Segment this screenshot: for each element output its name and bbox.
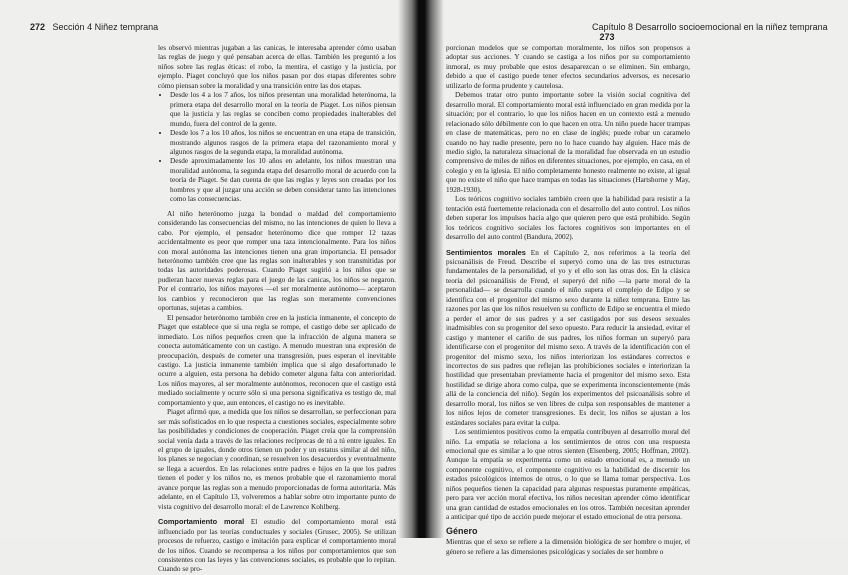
- right-text-column: [446, 44, 690, 557]
- right-paragraph-gender: Mientras que el sexo se refiere a la dimensión biológica de ser hombre o mujer, el género se refiere a las dimensiones psicológicas y sociales de ser hombre o: [446, 538, 690, 556]
- section-heading-gender: Género: [446, 525, 478, 536]
- right-paragraph-3: Los teóricos cognitivo sociales también creen que la habilidad para resistir a la tentación está fuertemente relacionada con el desarrollo del auto control. Los niños deben superar los impulsos hacia algo que quieren pero que está prohibido. Según los teóricos cognitivo sociales los factores cognitivos son importantes en el desarrollo del auto control (Bandura, 2002).: [446, 195, 690, 242]
- run-in-heading-moral-behavior: Comportamiento moral: [158, 517, 245, 527]
- left-page: [0, 0, 420, 574]
- left-running-head: [30, 22, 158, 32]
- left-paragraph-intro: les observó mientras jugaban a las canicas, le interesaba aprender cómo usaban las reglas de juego y qué pensaban acerca de ellas. También les preguntó a los niños sobre las reglas éticas: el robo, la mentira, el castigo y la justicia, por ejemplo. Piaget concluyó que los niños pasan por dos etapas diferentes sobre cómo piensan sobre la moralidad y una transición entre las dos etapas.: [158, 44, 396, 90]
- right-running-head: [592, 22, 848, 42]
- right-page: [420, 0, 848, 556]
- list-item: • Desde los 4 a los 7 años, los niños presentan una moralidad heterónoma, la primera etapa del desarrollo moral en la teoría de Piaget. Los niños piensan que la justicia y las reglas se conciben como propiedades inalterables del mundo, fuera del control de la gente.: [170, 91, 396, 129]
- moral-stages-list: [158, 91, 396, 204]
- left-text-column: [158, 44, 396, 575]
- left-paragraph-3: El pensador heterónomo también cree en la justicia inmanente, el concepto de Piaget que establece que si una regla se rompe, el castigo debe ser aplicado de inmediato. Los niños pequeños creen que la infracción de alguna manera se conecta automáticamente con un castigo. A menudo muestran una expresión de preocupación, después de cometer una transgresión, pues esperan el inevitable castigo. La justicia inmanente también implica que si algo desafortunado le ocurre a alguien, esta persona ha debido cometer alguna falta con anterioridad. Los niños mayores, al ser moralmente autónomos, reconocen que el castigo está mediado socialmente y ocurre sólo si una persona significativa es testigo de, mal comportamiento y que, aun entonces, el castigo no es inevitable.: [158, 313, 396, 407]
- right-paragraph-1: porcionan modelos que se comportan moralmente, los niños son propensos a adoptar sus acciones. Y cuando se castiga a los niños por su comportamiento inmoral, es muy probable que estos desaparezcan o se eliminen. Sin embargo, debido a que el castigo puede tener efectos secundarios adversos, es necesario utilizarlo de forma prudente y cautelosa.: [446, 44, 690, 90]
- list-item: • Desde los 7 a los 10 años, los niños se encuentran en una etapa de transición, mostrando algunos rasgos de la primera etapa del razonamiento moral y algunos rasgos de la segunda etapa, la moralidad autónoma.: [170, 129, 396, 157]
- right-chapter-title: Capítulo 8 Desarrollo socioemocional en la niñez temprana: [592, 22, 828, 32]
- right-paragraph-moral-feelings-text: En el Capítulo 2, nos referimos a la teoría del psicoanálisis de Freud. Describe el superyó como una de las tres estructuras fundamentales de la personalidad, el yo y el ello son las otras dos. En la clásica teoría del psicoanálisis de Freud, el superyó del niño —la parte moral de la personalidad— se desarrolla cuando el niño supera el complejo de Edipo y se identifica con el progenitor del mismo sexo durante la niñez temprana. Entre las razones por las que los niños resuelven su conflicto de Edipo se encuentra el miedo a perder el amor de sus padres y a ser castigados por sus deseos sexuales inadmisibles con su progenitor del sexo opuesto. Para reducir la ansiedad, evitar el castigo y mantener el cariño de sus padres, los niños forman un superyó para identificarse con el progenitor del mismo sexo. A través de la identificación con el progenitor del mismo sexo, los niños interiorizan los estándares correctos e incorrectos de sus padres que reflejan las prohibiciones sociales e interiorizan la hostilidad que presentaban previamente hacia el progenitor del mismo sexo. Esta hostilidad se dirige ahora como culpa, que se experimenta inconscientemente (más allá de la conciencia del niño). Según los experimentos del psicoanálisis sobre el desarrollo moral, los niños se ven libres de culpa son responsables de mantener a los niños lejos de cometer transgresiones. Es decir, los niños se ajustan a los estándares sociales para evitar la culpa.: [446, 248, 691, 427]
- right-paragraph-4: Los sentimientos positivos como la empatía contribuyen al desarrollo moral del niño. La empatía se relaciona a los sentimientos de otros con una respuesta emocional que es similar a lo que otros sienten (Eisenberg, 2005; Hoffman, 2002). Aunque la empatía se experimenta como un estado emocional es, a menudo un componente cognitivo, el componente cognitivo es la habilidad de discernir los estados psicológicos internos de otros, o lo que se llama tomar perspectiva. Los niños pequeños tienen la capacidad para algunas respuestas puramente empáticas, pero para ver acción moral efectiva, los niños necesitan aprender cómo identificar una gran cantidad de estados emocionales en los otros. También necesitan aprender a anticipar qué tipo de acción puede mejorar el estado emocional de otra persona.: [446, 428, 690, 522]
- left-paragraph-5-text: El estudio del comportamiento moral está influenciado por las teorías conductuales y sociales (Grusec, 2005). Se utilizan procesos de refuerzo, castigo e imitación para explicar el comportamiento moral de los niños. Cuando se recompensa a los niños por comportamientos que son consistentes con las leyes y las convenciones sociales, es probable que lo repitan. Cuando se pro-: [158, 518, 396, 574]
- left-page-number: 272: [30, 22, 46, 32]
- left-paragraph-5: [158, 517, 396, 575]
- left-paragraph-4: Piaget afirmó que, a medida que los niños se desarrollan, se perfeccionan para ser más sofisticados en lo que respecta a cuestiones sociales, especialmente sobre las posibilidades y condiciones de cooperación. Piaget creía que la comprensión social venía dada a través de las relaciones recíprocas de tú a tú entre iguales. En el grupo de iguales, donde otros tienen un poder y un estatus similar al del niño, los planes se negocian y coordinan, se resuelven los desacuerdos y eventualmente se llega a acuerdos. En las relaciones entre padres e hijos en la que los padres tienen el poder y los niños no, es menos probable que el razonamiento moral avance porque las reglas son a menudo proporcionadas de forma autoritaria. Más adelante, en el Capítulo 13, volveremos a hablar sobre otro importante punto de vista cognitivo del desarrollo moral: el de Lawrence Kohlberg.: [158, 408, 396, 511]
- book-gutter-shadow: [398, 0, 444, 538]
- right-page-number: 273: [599, 32, 615, 42]
- left-section-title: Sección 4 Niñez temprana: [52, 22, 159, 32]
- run-in-heading-moral-feelings: Sentimientos morales: [446, 247, 526, 257]
- right-paragraph-2: Debemos tratar otro punto importante sobre la visión social cognitiva del desarrollo moral. El comportamiento moral está influenciado en gran medida por la situación; por el contrario, lo que los niños hacen en un contexto está a menudo relacionado sólo débilmente con lo que hacen en otra. Un niño puede hacer trampas en clase de matemáticas, pero no en clase de inglés; puede robar un caramelo cuando no hay nadie presente, pero no lo hace cuando hay alguien. Hace más de medio siglo, la naturaleza situacional de la moralidad fue observada en un estudio comprensivo de miles de niños en diferentes situaciones, por ejemplo, en casa, en el colegio y en la iglesia. El niño completamente honesto realmente no existe, al igual que no existe el niño que hace trampas en todas las situaciones (Hartshorne y May, 1928-1930).: [446, 91, 690, 194]
- list-item: • Desde aproximadamente los 10 años en adelante, los niños muestran una moralidad autónoma, la segunda etapa del desarrollo moral de acuerdo con la teoría de Piaget. Se dan cuenta de que las reglas y leyes son creadas por los hombres y que al juzgar una acción se deben considerar tanto las intenciones como las consecuencias.: [170, 157, 396, 204]
- right-paragraph-moral-feelings: [446, 248, 690, 429]
- left-paragraph-2: Al niño heterónomo juzga la bondad o maldad del comportamiento considerando las consecuencias del mismo, no las intenciones de quien lo lleva a cabo. Por ejemplo, el pensador heterónomo dice que romper 12 tazas accidentalmente es peor que romper una taza intencionalmente. Para los niños con moral autónoma las intenciones tienen una gran importancia. El pensador heterónomo también cree que las reglas son inalterables y son transmitidas por todas las autoridades poderosas. Cuando Piaget sugirió a los niños que se pudieran hacer nuevas reglas para el juego de las canicas, los niños se negaron. Por el contrario, los niños mayores —el ser moralmente autónomo— aceptaron los cambios y reconocieron que las reglas son meramente convenciones oportunas, sujetas a cambios.: [158, 209, 396, 313]
